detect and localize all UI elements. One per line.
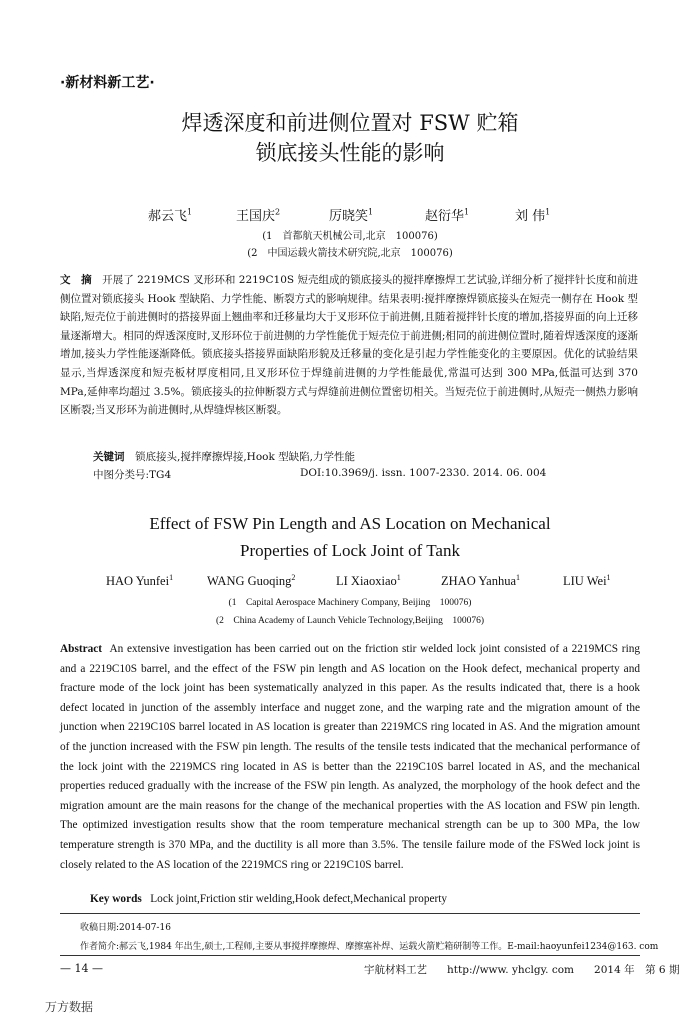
- title-cn-line1: 焊透深度和前进侧位置对 FSW 贮箱: [181, 111, 519, 135]
- keywords-en-label: Key words: [90, 893, 142, 905]
- column-tag: ·新材料新工艺·: [60, 75, 155, 91]
- author-en: LIU Wei$^1$: [563, 573, 611, 589]
- title-en-line1: Effect of FSW Pin Length and AS Location on Mechanical: [149, 514, 551, 533]
- author-cn: 郝云飞$^1$: [148, 207, 193, 224]
- journal-footer: [364, 962, 679, 977]
- abstract-en-text: An extensive investigation has been carried out on the friction stir welded lock joint consisted of a 2219MCS ring and a 2219C10S barrel, and the effect of the FSW pin length and AS location on the Hook defect, mechanical property and fracture mode of the lock joint has been systematically analyzed in this paper. As the results indicated that, there is a hook defect located in junction of the assembly interface and nugget zone, and the warping rate and the migration amount of the junction when 2219C10S barrel located in AS location is greater than 2219MCS ring located in AS. And the migration amount of the junction increased with the FSW pin length. The results of the tensile tests indicated that the mechanical performance of the lock joint with the 2219MCS ring located in AS is better than the 2219C10S barrel located in AS, and the mechanical properties reduced gradually with the increase of the FSW pin length. As analyzed, the morphology of the hook defect and the migration amount are the main reasons for the change of the mechanical properties with the AS location and FSW pin length. The optimized investigation results show that the room temperature mechanical strength can be up to 300 MPa, the low temperature strength is 370 MPa, and the ductility is all more than 3.5%. The tensile failure mode of the FSWed lock joint is closely related to the AS location of the 2219MCS ring or 2219C10S barrel.: [60, 643, 641, 871]
- abstract-en: [60, 640, 640, 875]
- keywords-cn-label: 关键词: [93, 451, 125, 463]
- title-en: [0, 510, 700, 564]
- affiliation-cn-1: (1 首都航天机械公司,北京 100076): [262, 231, 438, 242]
- title-cn: [0, 108, 700, 168]
- received-date: 收稿日期:2014-07-16: [80, 923, 171, 933]
- footnote-divider: [60, 913, 640, 914]
- author-en: ZHAO Yanhua$^1$: [441, 573, 520, 589]
- watermark: 万方数据: [45, 1000, 94, 1014]
- footer-divider: [60, 955, 640, 956]
- keywords-cn: [93, 449, 355, 464]
- abstract-cn-label: 文 摘: [60, 274, 92, 286]
- author-cn: 赵衍华$^1$: [425, 207, 470, 224]
- title-cn-line2: 锁底接头性能的影响: [255, 141, 445, 165]
- clc-number: [93, 467, 171, 482]
- author-cn: 厉晓笑$^1$: [329, 207, 374, 224]
- abstract-en-label: Abstract: [60, 643, 103, 655]
- journal-url[interactable]: http://www. yhclgy. com: [447, 964, 574, 976]
- affiliation-en-1: (1 Capital Aerospace Machinery Company, Beijing 100076): [228, 598, 472, 608]
- clc-value: TG4: [149, 469, 172, 481]
- affiliation-en-2: (2 China Academy of Launch Vehicle Technology,Beijing 100076): [215, 616, 484, 626]
- journal-name: 宇航材料工艺: [364, 964, 427, 976]
- authors-en: [0, 573, 700, 591]
- author-cn: 王国庆$^2$: [236, 207, 281, 224]
- author-cn: 刘 伟$^1$: [515, 207, 551, 224]
- journal-issue: 2014 年 第 6 期: [594, 964, 680, 976]
- keywords-en: [90, 893, 447, 905]
- authors-cn: [0, 205, 700, 225]
- title-en-line2: Properties of Lock Joint of Tank: [240, 541, 460, 560]
- author-en: LI Xiaoxiao$^1$: [336, 573, 401, 589]
- author-bio: 作者简介:郝云飞,1984 年出生,硕士,工程师,主要从事搅拌摩擦焊、摩擦塞补焊、运载火箭贮箱研制等工作。E-mail:haoyunfei1234@163. com: [80, 942, 659, 952]
- abstract-cn: [60, 271, 638, 420]
- author-en: HAO Yunfei$^1$: [106, 573, 174, 589]
- keywords-en-text: Lock joint,Friction stir welding,Hook defect,Mechanical property: [150, 893, 448, 905]
- page-number: — 14 —: [60, 962, 103, 975]
- doi: DOI:10.3969/j. issn. 1007-2330. 2014. 06. 004: [300, 467, 547, 479]
- keywords-cn-text: 锁底接头,搅拌摩擦焊接,Hook 型缺陷,力学性能: [135, 451, 356, 463]
- affiliation-cn-2: (2 中国运载火箭技术研究院,北京 100076): [247, 248, 453, 259]
- abstract-cn-text: 开展了 2219MCS 叉形环和 2219C10S 短壳组成的锁底接头的搅拌摩擦焊工艺试验,详细分析了搅拌针长度和前进侧位置对锁底接头 Hook 型缺陷、力学性能、断裂方式的影响规律。结果表明:搅拌摩擦焊锁底接头在短壳一侧存在 Hook 型缺陷,短壳位于前进侧时的搭接界面上翘曲率和迁移量均大于叉形环位于前进侧,且随着搅拌针长度的增加,搭接界面的向上迁移量逐渐增大。相同的焊透深度时,叉形环位于前进侧的力学性能优于短壳位于前进侧;相同的前进侧位置时,随着焊透深度的逐渐增加,接头力学性能逐渐降低。锁底接头搭接界面缺陷形貌及迁移量的变化是引起力学性能变化的主要原因。优化的试验结果显示,当焊透深度和短壳板材厚度相同,且叉形环位于焊缝前进侧的力学性能最优,常温可达到 300 MPa,低温可达到 370 MPa,延伸率均超过 3.5%。锁底接头的拉伸断裂方式与焊缝前进侧位置密切相关。当短壳位于前进侧时,从短壳一侧热力影响区断裂;当叉形环为前进侧时,从焊缝焊核区断裂。: [60, 274, 639, 417]
- clc-label: 中图分类号:: [93, 469, 150, 481]
- author-en: WANG Guoqing$^2$: [207, 573, 296, 589]
